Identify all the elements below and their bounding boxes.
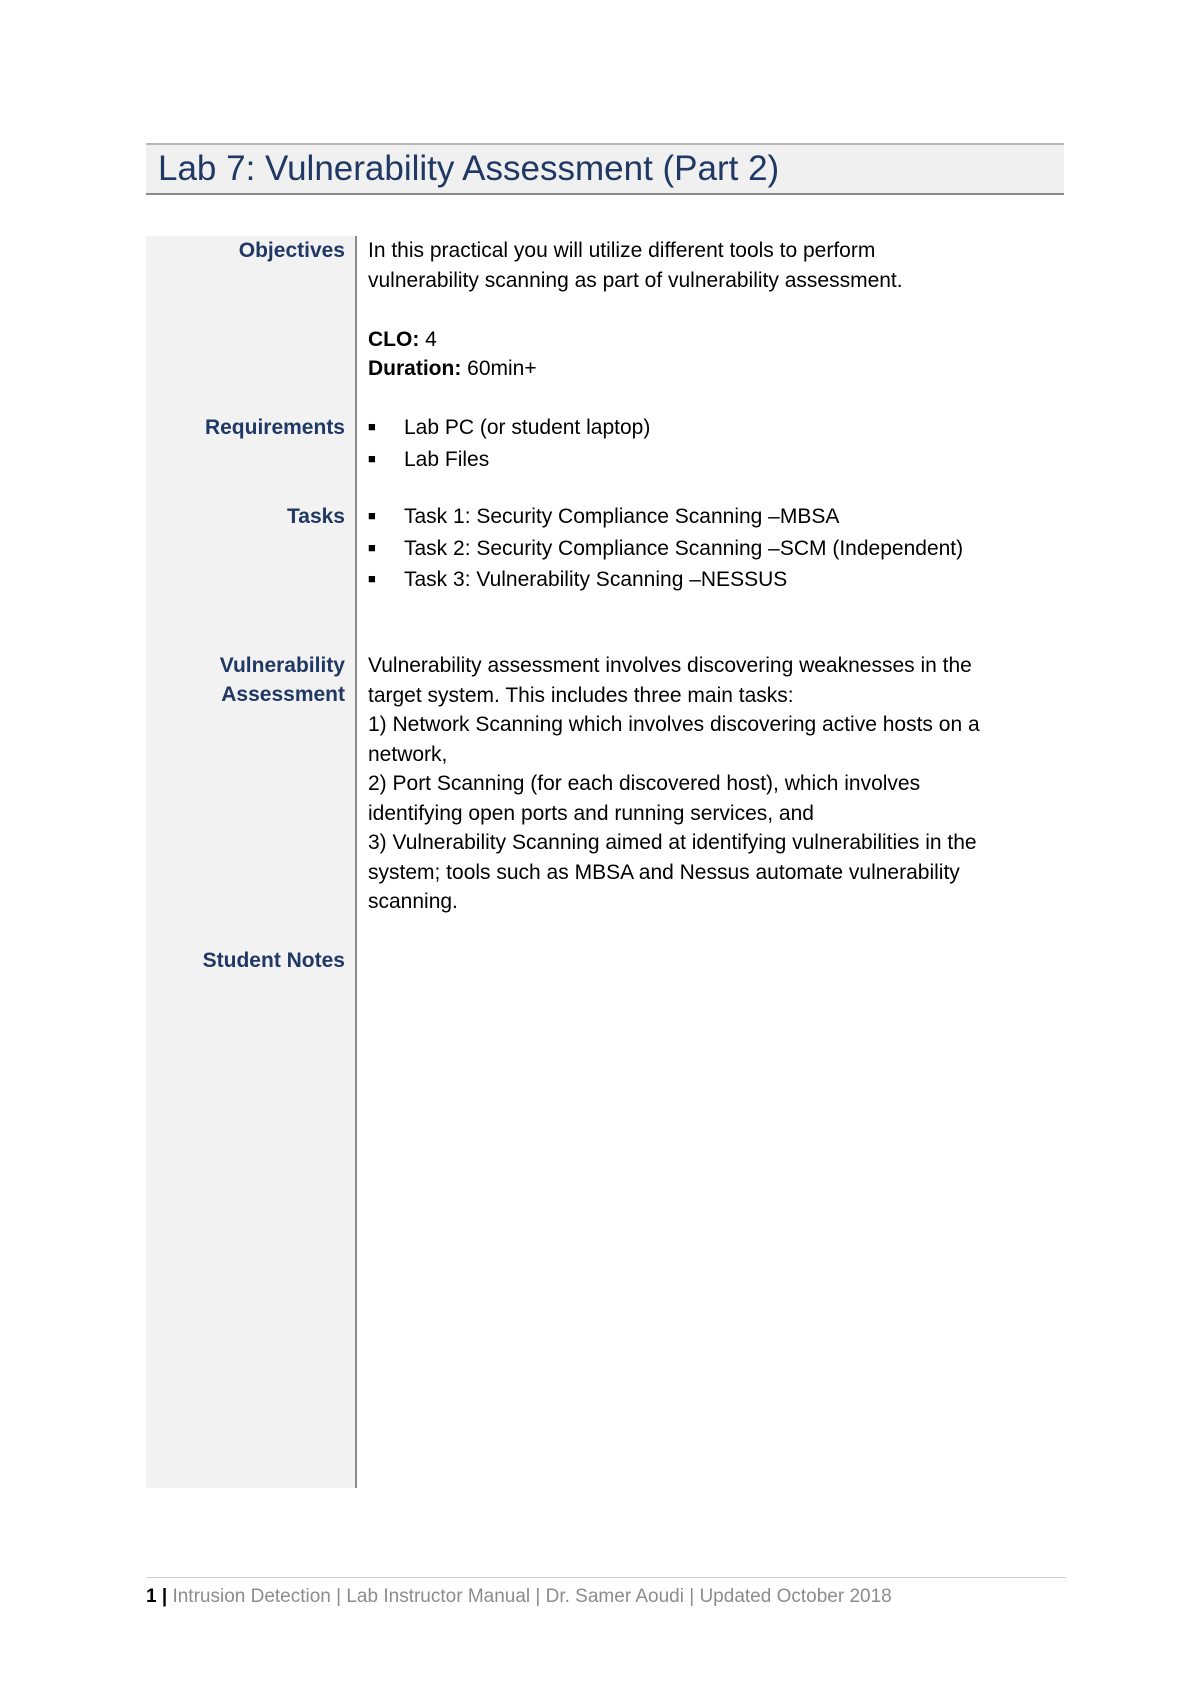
footer-divider xyxy=(146,1577,1066,1578)
paragraph-line: Vulnerability assessment involves discovering weaknesses in the xyxy=(368,654,972,677)
tasks-label: Tasks xyxy=(287,505,345,528)
bullet-icon: ■ xyxy=(368,571,376,586)
paragraph-line: system; tools such as MBSA and Nessus automate vulnerability xyxy=(368,860,960,884)
vulnerability-label-line2: Assessment xyxy=(221,683,345,706)
clo-row xyxy=(368,325,903,355)
requirements-list xyxy=(368,413,650,476)
paragraph-line: target system. This includes three main tasks: xyxy=(368,683,794,707)
paragraph-line: 1) Network Scanning which involves discovering active hosts on a xyxy=(368,713,980,736)
vulnerability-content xyxy=(368,651,980,917)
duration-value: 60min+ xyxy=(461,357,537,380)
list-item-text: Task 2: Security Compliance Scanning –SCM (Independent) xyxy=(404,536,964,560)
duration-label: Duration: xyxy=(368,357,462,380)
duration-row xyxy=(368,354,903,384)
tasks-list xyxy=(368,502,963,597)
requirements-label: Requirements xyxy=(204,416,345,439)
paragraph-line: 3) Vulnerability Scanning aimed at identifying vulnerabilities in the xyxy=(368,831,977,854)
footer-text: Intrusion Detection | Lab Instructor Manual | Dr. Samer Aoudi | Updated October 2018 xyxy=(172,1586,892,1607)
paragraph-line: scanning. xyxy=(368,890,458,913)
paragraph-line: 2) Port Scanning (for each discovered host), which involves xyxy=(368,772,921,795)
list-item xyxy=(368,502,963,534)
footer-separator: | xyxy=(156,1586,173,1607)
list-item xyxy=(368,445,650,477)
objectives-label: Objectives xyxy=(238,239,345,262)
objectives-line: vulnerability scanning as part of vulnerability assessment. xyxy=(368,268,903,292)
vulnerability-label-line1: Vulnerability xyxy=(219,654,345,677)
list-item-text: Lab Files xyxy=(404,447,490,471)
list-item xyxy=(368,565,963,597)
bullet-icon: ■ xyxy=(368,419,376,434)
clo-value: 4 xyxy=(419,327,437,351)
list-item-text: Task 1: Security Compliance Scanning –MBSA xyxy=(404,505,840,528)
label-column xyxy=(146,236,357,1488)
paragraph-line: network, xyxy=(368,742,448,766)
student-notes-label: Student Notes xyxy=(202,949,345,972)
objectives-content xyxy=(368,236,903,384)
objectives-line: In this practical you will utilize different tools to perform xyxy=(368,239,876,262)
list-item xyxy=(368,413,650,445)
list-item xyxy=(368,534,963,566)
paragraph-line: identifying open ports and running services, and xyxy=(368,801,814,825)
list-item-text: Task 3: Vulnerability Scanning –NESSUS xyxy=(404,568,788,591)
bullet-icon: ■ xyxy=(368,450,376,466)
page-title: Lab 7: Vulnerability Assessment (Part 2) xyxy=(158,149,780,188)
clo-label: CLO: xyxy=(368,327,420,351)
page-number: 1 xyxy=(146,1586,157,1607)
bullet-icon: ■ xyxy=(368,539,376,555)
bullet-icon: ■ xyxy=(368,508,376,523)
list-item-text: Lab PC (or student laptop) xyxy=(404,416,651,439)
footer xyxy=(146,1586,892,1608)
title-bar xyxy=(146,143,1064,195)
